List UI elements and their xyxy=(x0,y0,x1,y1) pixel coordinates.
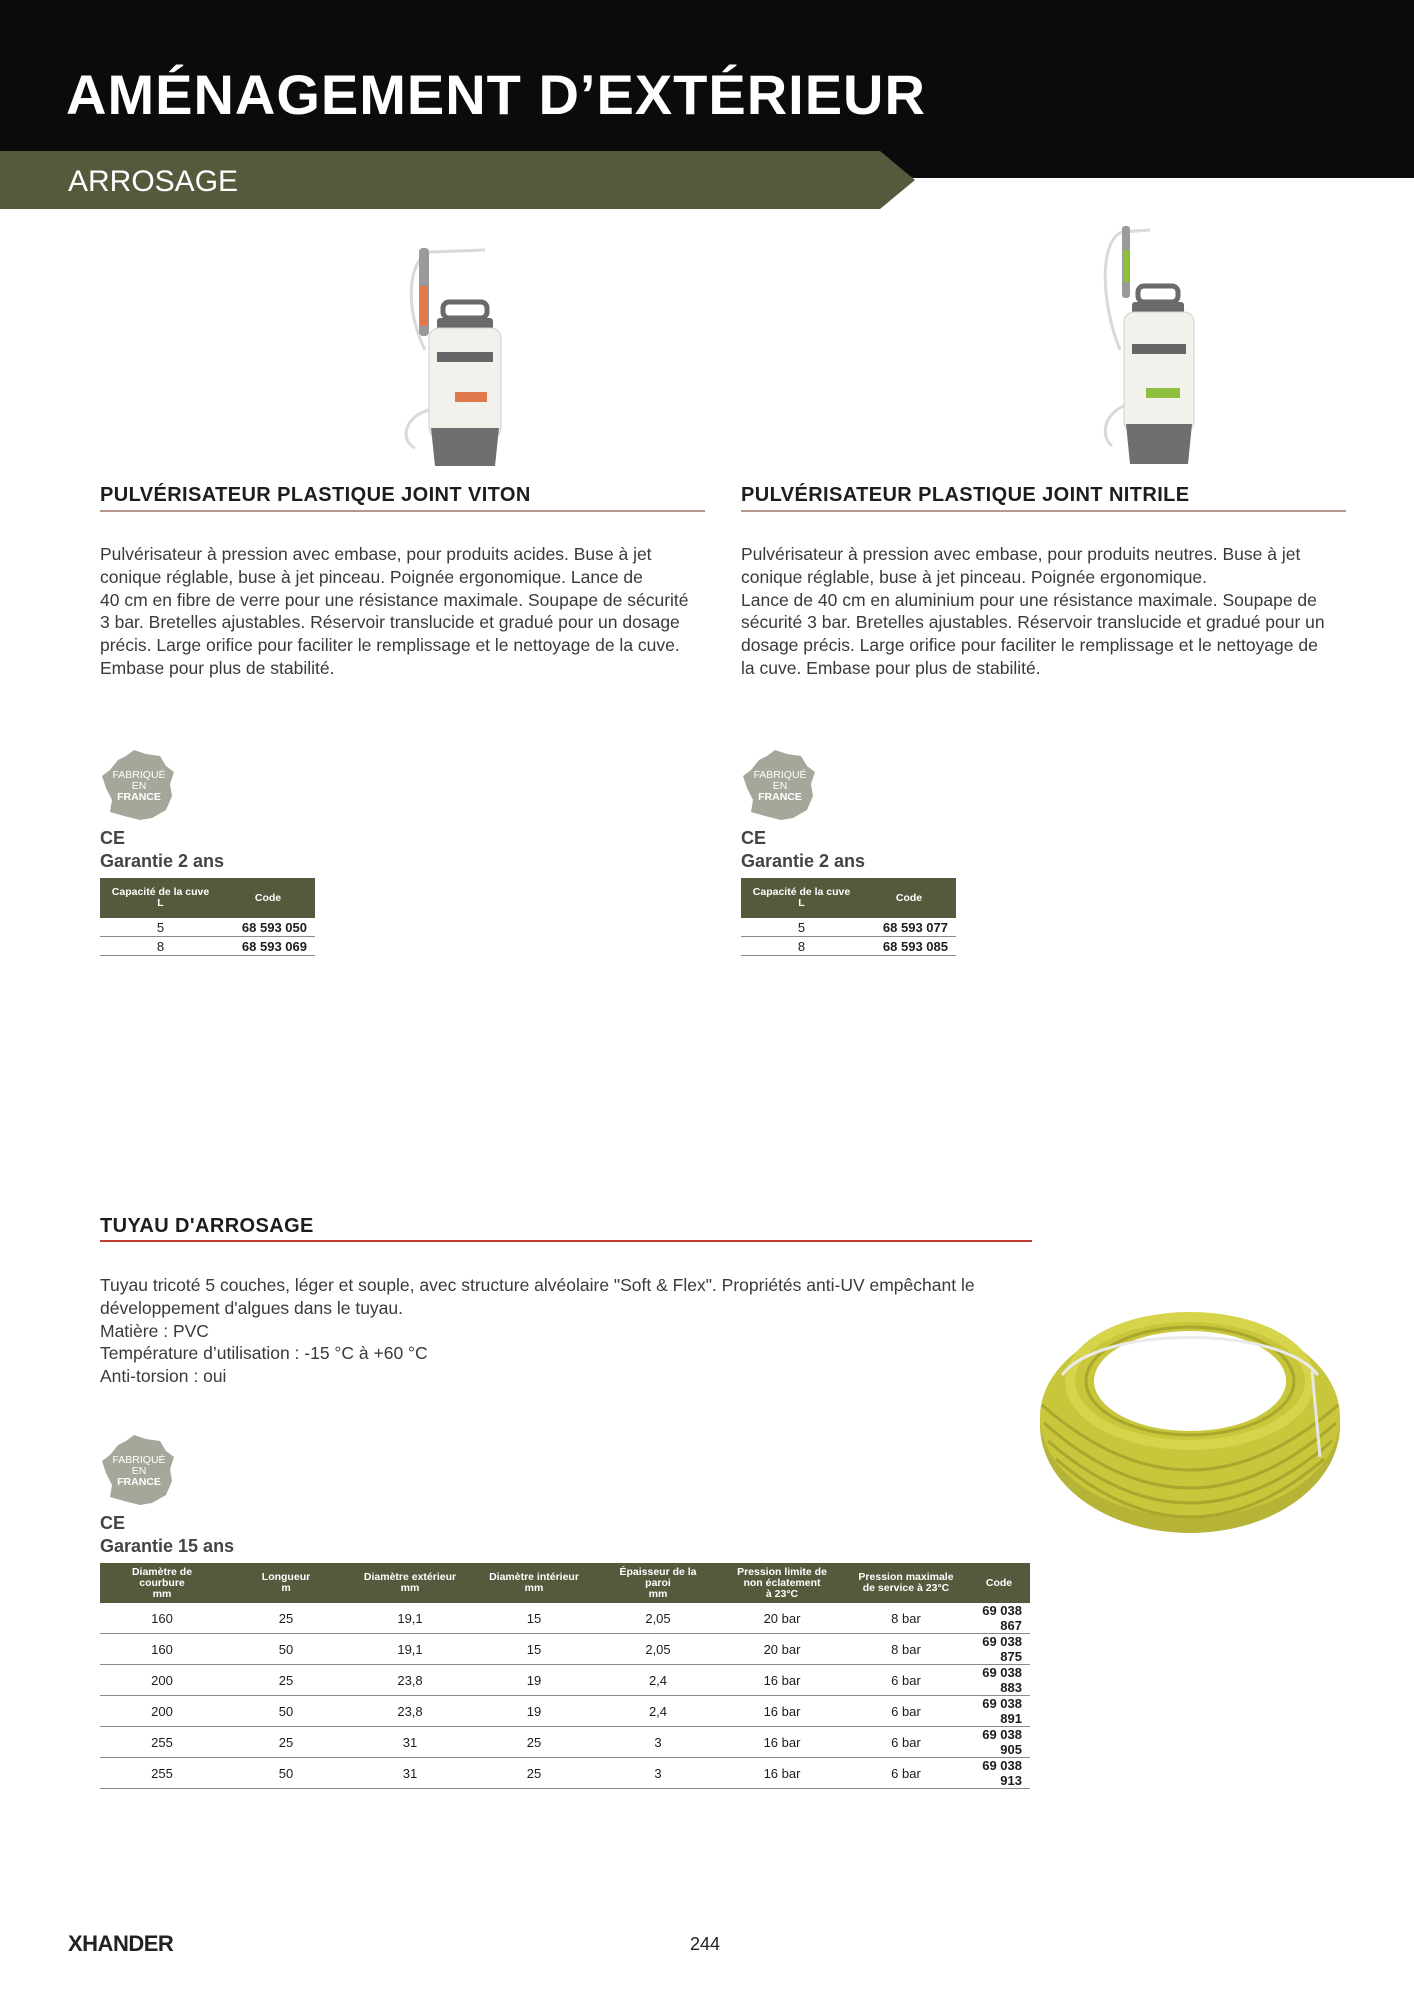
ce-mark: CE xyxy=(741,828,767,848)
title-underline xyxy=(741,510,1346,512)
table-row: 8 68 593 085 xyxy=(741,937,956,956)
ce-mark: CE xyxy=(100,1513,126,1533)
table-row: 200 25 23,8 19 2,4 16 bar 6 bar 69 038 883 xyxy=(100,1665,1030,1696)
title-underline xyxy=(100,510,705,512)
ce-mark: CE xyxy=(100,828,126,848)
hose-table xyxy=(100,1563,1030,1789)
col-header: Code xyxy=(221,878,315,918)
col-header: Capacité de la cuve L xyxy=(100,878,221,918)
col-header: Pression maximale de service à 23°C xyxy=(844,1563,968,1603)
sprayer-viton-image xyxy=(385,240,505,470)
col-header: Longueur m xyxy=(224,1563,348,1603)
product-title: PULVÉRISATEUR PLASTIQUE JOINT NITRILE xyxy=(741,484,1190,506)
guarantee: Garantie 2 ans xyxy=(100,851,225,871)
table-row: 8 68 593 069 xyxy=(100,937,315,956)
section-title: ARROSAGE xyxy=(68,165,239,198)
col-header: Capacité de la cuve L xyxy=(741,878,862,918)
table-row: 5 68 593 077 xyxy=(741,918,956,937)
product-description: Tuyau tricoté 5 couches, léger et souple, avec structure alvéolaire "Soft & Flex". Propriétés anti-UV empêchant le développement d'algues dans le tuyau. Matière : PVC Température d’utilisation : -15 °C à +60 °C Anti-torsion : oui xyxy=(100,1275,975,1387)
garden-hose-image xyxy=(1030,1285,1350,1545)
table-row: 160 25 19,1 15 2,05 20 bar 8 bar 69 038 867 xyxy=(100,1603,1030,1634)
guarantee: Garantie 15 ans xyxy=(100,1536,235,1556)
table-row: 200 50 23,8 19 2,4 16 bar 6 bar 69 038 891 xyxy=(100,1696,1030,1727)
col-header: Épaisseur de la paroi mm xyxy=(596,1563,720,1603)
product-title: PULVÉRISATEUR PLASTIQUE JOINT VITON xyxy=(100,484,531,506)
col-header: Diamètre extérieur mm xyxy=(348,1563,472,1603)
made-in-france-badge: FABRIQUÉ EN FRANCE xyxy=(741,748,819,822)
table-row: 5 68 593 050 xyxy=(100,918,315,937)
title-underline xyxy=(100,1240,1032,1242)
col-header: Diamètre de courbure mm xyxy=(100,1563,224,1603)
made-in-france-badge: FABRIQUÉ EN FRANCE xyxy=(100,748,178,822)
col-header: Code xyxy=(968,1563,1030,1603)
product-table xyxy=(100,878,315,956)
guarantee: Garantie 2 ans xyxy=(741,851,866,871)
table-row: 255 25 31 25 3 16 bar 6 bar 69 038 905 xyxy=(100,1727,1030,1758)
product-table xyxy=(741,878,956,956)
product-title: TUYAU D'ARROSAGE xyxy=(100,1215,314,1237)
sprayer-nitrile-image xyxy=(1090,220,1200,470)
product-description: Pulvérisateur à pression avec embase, pour produits acides. Buse à jet conique réglable, buse à jet pinceau. Poignée ergonomique. Lance de 40 cm en fibre de verre pour une résistance maximale. Soupape de sécurité 3 bar. Bretelles ajustables. Réservoir translucide et gradué pour un dosage précis. Large orifice pour faciliter le remplissage et le nettoyage de la cuve. Embase pour plus de stabilité. xyxy=(100,544,689,678)
col-header: Diamètre intérieur mm xyxy=(472,1563,596,1603)
col-header: Code xyxy=(862,878,956,918)
product-description: Pulvérisateur à pression avec embase, pour produits neutres. Buse à jet conique réglable, buse à jet pinceau. Poignée ergonomique. Lance de 40 cm en aluminium pour une résistance maximale. Soupape de sécurité 3 bar. Bretelles ajustables. Réservoir translucide et gradué pour un dosage précis. Large orifice pour faciliter le remplissage et le nettoyage de la cuve. Embase pour plus de stabilité. xyxy=(741,544,1325,678)
page-number: 244 xyxy=(690,1934,721,1954)
brand-logo: XHANDER xyxy=(68,1931,174,1956)
table-row: 160 50 19,1 15 2,05 20 bar 8 bar 69 038 875 xyxy=(100,1634,1030,1665)
page-title: AMÉNAGEMENT D’EXTÉRIEUR xyxy=(66,63,926,126)
made-in-france-badge: FABRIQUÉ EN FRANCE xyxy=(100,1433,178,1507)
table-row: 255 50 31 25 3 16 bar 6 bar 69 038 913 xyxy=(100,1758,1030,1789)
col-header: Pression limite de non éclatement à 23°C xyxy=(720,1563,844,1603)
